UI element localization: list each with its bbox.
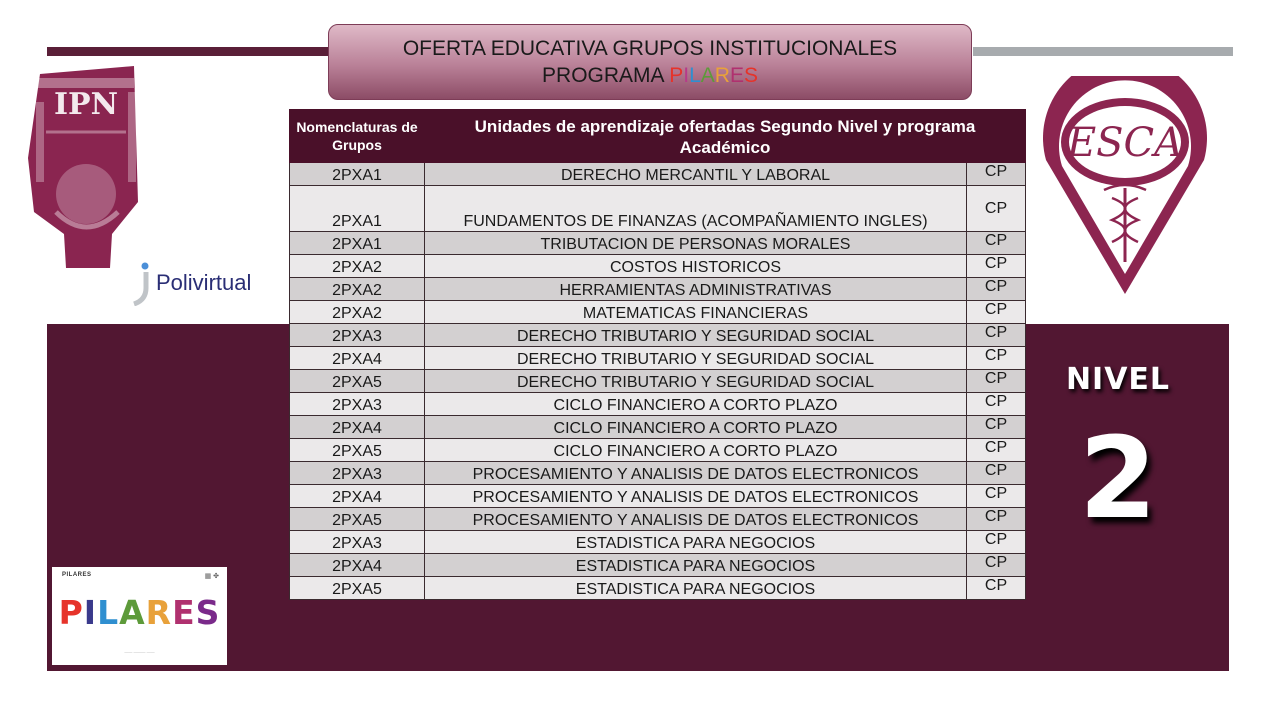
level-label: NIVEL <box>1065 362 1171 397</box>
pilares-big-logo <box>52 593 227 633</box>
program-cell: CP <box>967 278 1026 301</box>
unit-cell: ESTADISTICA PARA NEGOCIOS <box>425 554 967 577</box>
group-cell: 2PXA4 <box>290 554 425 577</box>
unit-cell: CICLO FINANCIERO A CORTO PLAZO <box>425 416 967 439</box>
ipn-logo-text: IPN <box>53 87 119 122</box>
pilares-logo-letter: P <box>58 593 84 632</box>
esca-shield-icon <box>1040 76 1210 296</box>
program-cell: CP <box>967 347 1026 370</box>
table-row <box>290 301 1026 324</box>
level-number: 2 <box>1079 414 1157 544</box>
group-cell: 2PXA2 <box>290 255 425 278</box>
pilares-letter: P <box>669 64 684 87</box>
program-cell: CP <box>967 163 1026 186</box>
table-row <box>290 324 1026 347</box>
table-row <box>290 255 1026 278</box>
esca-logo-text: ESCA <box>1066 120 1184 166</box>
table-row <box>290 554 1026 577</box>
program-cell: CP <box>967 393 1026 416</box>
unit-cell: DERECHO MERCANTIL Y LABORAL <box>425 163 967 186</box>
table-row <box>290 370 1026 393</box>
table-row <box>290 416 1026 439</box>
pilares-letter: E <box>729 64 744 87</box>
unit-cell: PROCESAMIENTO Y ANALISIS DE DATOS ELECTRONICOS <box>425 508 967 531</box>
program-cell: CP <box>967 554 1026 577</box>
unit-cell: PROCESAMIENTO Y ANALISIS DE DATOS ELECTRONICOS <box>425 462 967 485</box>
pilares-logo-card <box>52 567 227 665</box>
unit-cell: PROCESAMIENTO Y ANALISIS DE DATOS ELECTRONICOS <box>425 485 967 508</box>
table-row <box>290 278 1026 301</box>
pilares-letter: R <box>714 64 730 87</box>
group-cell: 2PXA4 <box>290 416 425 439</box>
table-row <box>290 393 1026 416</box>
table-row <box>290 186 1026 232</box>
pilares-letter: L <box>689 64 701 87</box>
table-row <box>290 347 1026 370</box>
pilares-logo-letter: E <box>172 593 196 632</box>
table-row <box>290 232 1026 255</box>
table-row <box>290 439 1026 462</box>
program-cell: CP <box>967 255 1026 278</box>
program-cell: CP <box>967 232 1026 255</box>
unit-cell: DERECHO TRIBUTARIO Y SEGURIDAD SOCIAL <box>425 324 967 347</box>
group-cell: 2PXA5 <box>290 577 425 600</box>
group-cell: 2PXA1 <box>290 186 425 232</box>
pilares-logo-letter: I <box>83 593 98 632</box>
unit-cell: TRIBUTACION DE PERSONAS MORALES <box>425 232 967 255</box>
pilares-fine-print: —— ——— —— <box>124 649 155 654</box>
table-row <box>290 531 1026 554</box>
pilares-letter: A <box>700 64 715 87</box>
program-cell: CP <box>967 301 1026 324</box>
column-header-groups: Nomenclaturas de Grupos <box>290 110 425 163</box>
title-program-prefix: PROGRAMA <box>542 64 670 87</box>
group-cell: 2PXA5 <box>290 439 425 462</box>
table-header-row <box>290 110 1026 163</box>
group-cell: 2PXA3 <box>290 462 425 485</box>
polivirtual-logo <box>128 262 278 306</box>
table-row <box>290 462 1026 485</box>
table-row <box>290 577 1026 600</box>
program-cell: CP <box>967 531 1026 554</box>
unit-cell: CICLO FINANCIERO A CORTO PLAZO <box>425 393 967 416</box>
title-line-2 <box>329 62 971 89</box>
group-cell: 2PXA4 <box>290 347 425 370</box>
program-cell: CP <box>967 485 1026 508</box>
group-cell: 2PXA2 <box>290 278 425 301</box>
group-cell: 2PXA1 <box>290 163 425 186</box>
pilares-logo-letter: A <box>119 593 146 632</box>
top-right-accent-bar <box>973 47 1233 56</box>
program-cell: CP <box>967 439 1026 462</box>
unit-cell: ESTADISTICA PARA NEGOCIOS <box>425 531 967 554</box>
group-cell: 2PXA4 <box>290 485 425 508</box>
partner-logos-icon: ▦ ✤ <box>204 573 219 580</box>
unit-cell: FUNDAMENTOS DE FINANZAS (ACOMPAÑAMIENTO INGLES) <box>425 186 967 232</box>
group-cell: 2PXA1 <box>290 232 425 255</box>
group-cell: 2PXA3 <box>290 393 425 416</box>
esca-logo <box>1040 76 1210 296</box>
unit-cell: CICLO FINANCIERO A CORTO PLAZO <box>425 439 967 462</box>
pilares-letter: S <box>743 64 758 87</box>
pilares-logo-letter: L <box>97 593 120 632</box>
pilares-logo-letter: R <box>145 593 173 632</box>
polivirtual-mark-icon <box>128 262 156 306</box>
group-cell: 2PXA3 <box>290 324 425 347</box>
program-cell: CP <box>967 186 1026 232</box>
group-cell: 2PXA3 <box>290 531 425 554</box>
title-line-1: OFERTA EDUCATIVA GRUPOS INSTITUCIONALES <box>402 37 898 60</box>
unit-cell: COSTOS HISTORICOS <box>425 255 967 278</box>
program-cell: CP <box>967 577 1026 600</box>
pilares-letter: I <box>683 64 690 87</box>
unit-cell: HERRAMIENTAS ADMINISTRATIVAS <box>425 278 967 301</box>
program-cell: CP <box>967 462 1026 485</box>
ipn-shield-icon <box>26 62 148 268</box>
unit-cell: ESTADISTICA PARA NEGOCIOS <box>425 577 967 600</box>
top-left-accent-bar <box>47 47 329 56</box>
title-banner <box>328 24 972 100</box>
unit-cell: DERECHO TRIBUTARIO Y SEGURIDAD SOCIAL <box>425 347 967 370</box>
pilares-small-text: PILARES <box>62 572 92 578</box>
program-cell: CP <box>967 416 1026 439</box>
table-row <box>290 508 1026 531</box>
program-cell: CP <box>967 370 1026 393</box>
table-row <box>290 163 1026 186</box>
group-cell: 2PXA2 <box>290 301 425 324</box>
ipn-logo <box>26 62 148 268</box>
course-offer-table <box>289 109 1026 600</box>
group-cell: 2PXA5 <box>290 370 425 393</box>
table-row <box>290 485 1026 508</box>
group-cell: 2PXA5 <box>290 508 425 531</box>
program-cell: CP <box>967 508 1026 531</box>
program-cell: CP <box>967 324 1026 347</box>
unit-cell: MATEMATICAS FINANCIERAS <box>425 301 967 324</box>
pilares-logo-letter: S <box>195 593 221 632</box>
polivirtual-text: Polivirtual <box>156 270 252 295</box>
unit-cell: DERECHO TRIBUTARIO Y SEGURIDAD SOCIAL <box>425 370 967 393</box>
column-header-units: Unidades de aprendizaje ofertadas Segundo Nivel y programa Académico <box>425 110 1026 163</box>
